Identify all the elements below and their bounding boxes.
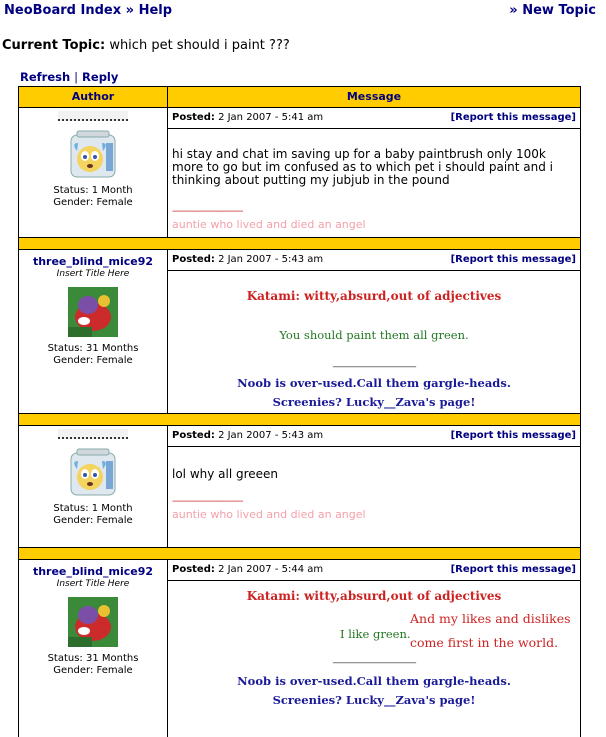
post-author-cell (19, 250, 168, 413)
author-name[interactable]: three_blind_mice92 (32, 565, 154, 578)
breadcrumb (4, 3, 172, 18)
post-row (19, 250, 580, 414)
signature-noob-line: Noob is over-used.Call them gargle-heads. (237, 674, 511, 688)
new-topic-link[interactable]: » New Topic (509, 3, 596, 18)
signature-divider: --------------------------- (172, 496, 243, 507)
report-message-link[interactable]: [Report this message] (450, 564, 576, 575)
post-author-cell (19, 560, 168, 737)
post-meta (168, 108, 580, 129)
current-topic (2, 38, 290, 53)
post-meta (168, 250, 580, 271)
post-meta (168, 426, 580, 447)
post-row (19, 560, 580, 737)
post-timestamp: Posted: 2 Jan 2007 - 5:41 am (172, 112, 324, 123)
top-navigation (4, 3, 596, 21)
post-message-cell (168, 560, 580, 737)
post-message-cell (168, 250, 580, 413)
author-gender: Gender: Female (53, 197, 133, 208)
signature-screenies-line: Screenies? Lucky__Zava's page! (272, 395, 476, 409)
author-name[interactable]: three_blind_mice92 (32, 255, 154, 268)
author-status: Status: 1 Month (53, 503, 133, 514)
signature-screenies-line: Screenies? Lucky__Zava's page! (272, 693, 476, 707)
post-row (19, 108, 580, 238)
breadcrumb-separator: » (125, 3, 135, 18)
post-row (19, 426, 580, 548)
post-body-red-line-1: And my likes and dislikes (410, 611, 571, 626)
help-link[interactable]: Help (138, 3, 173, 18)
author-status: Status: 1 Month (53, 185, 133, 196)
message-board-table (18, 86, 581, 737)
report-message-link[interactable]: [Report this message] (450, 254, 576, 265)
signature-divider: ------------------------------------- (332, 362, 416, 372)
author-column-header: Author (19, 87, 168, 107)
signature-text: auntie who lived and died an angel (172, 218, 366, 231)
author-name-obscured (58, 111, 128, 121)
actions-separator: | (74, 70, 79, 84)
current-topic-title: which pet should i paint ??? (109, 38, 290, 53)
author-gender: Gender: Female (53, 355, 133, 366)
table-header (19, 87, 580, 108)
post-author-cell (19, 108, 168, 237)
post-message-cell (168, 426, 580, 547)
post-separator (19, 238, 580, 250)
signature-divider: --------------------------- (172, 206, 243, 217)
signature-noob-line: Noob is over-used.Call them gargle-heads. (237, 376, 511, 390)
petpet-icon[interactable] (68, 597, 118, 647)
author-gender: Gender: Female (53, 665, 133, 676)
signature-title: Katami: witty,absurd,out of adjectives (246, 589, 502, 603)
post-body: lol why all greeen (172, 467, 279, 481)
author-status: Status: 31 Months (47, 343, 139, 354)
message-column-header: Message (346, 90, 402, 103)
post-timestamp: Posted: 2 Jan 2007 - 5:43 am (172, 254, 324, 265)
signature-divider: ------------------------------------- (332, 658, 416, 668)
neoboard-index-link[interactable]: NeoBoard Index (4, 3, 122, 18)
petpet-icon[interactable] (68, 287, 118, 337)
post-message-cell (168, 108, 580, 237)
post-body-red-line-2: come first in the world. (410, 635, 559, 650)
signature-text: auntie who lived and died an angel (172, 508, 366, 521)
author-status: Status: 31 Months (47, 653, 139, 664)
post-body: I like green. (340, 627, 411, 641)
author-title: Insert Title Here (56, 579, 130, 589)
reply-link[interactable]: Reply (82, 70, 119, 84)
topic-actions (20, 70, 118, 84)
author-title: Insert Title Here (56, 269, 130, 279)
post-timestamp: Posted: 2 Jan 2007 - 5:43 am (172, 430, 324, 441)
report-message-link[interactable]: [Report this message] (450, 430, 576, 441)
report-message-link[interactable]: [Report this message] (450, 112, 576, 123)
post-author-cell (19, 426, 168, 547)
signature-title: Katami: witty,absurd,out of adjectives (246, 289, 502, 303)
current-topic-label: Current Topic: (2, 38, 106, 53)
post-timestamp: Posted: 2 Jan 2007 - 5:44 am (172, 564, 324, 575)
refresh-link[interactable]: Refresh (20, 70, 71, 84)
author-gender: Gender: Female (53, 515, 133, 526)
goldy-jar-pet-icon[interactable] (68, 129, 118, 179)
post-separator (19, 414, 580, 426)
post-separator (19, 548, 580, 560)
post-meta (168, 560, 580, 581)
post-body: hi stay and chat im saving up for a baby paintbrush only 100k more to go but im confused as to which pet i should paint and i thinking about putting my jubjub in the pound (172, 147, 553, 187)
post-body: You should paint them all green. (279, 328, 469, 342)
goldy-jar-pet-icon[interactable] (68, 447, 118, 497)
author-name-obscured (58, 429, 128, 439)
